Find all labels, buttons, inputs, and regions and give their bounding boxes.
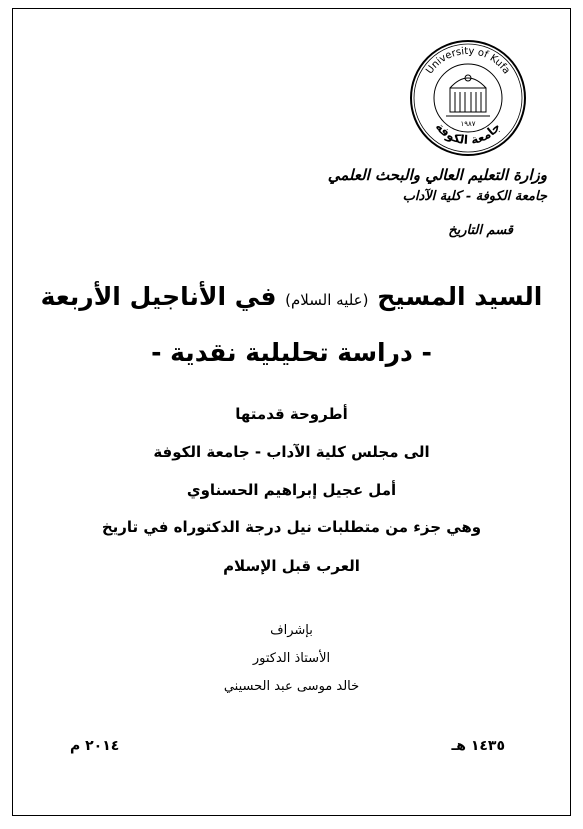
seal-text-ar: جامعة الكوفة xyxy=(432,119,504,148)
title-part1: السيد المسيح xyxy=(377,282,543,311)
department-name: قسم التاريخ xyxy=(448,223,513,238)
title-honorific: (عليه السلام) xyxy=(285,291,369,309)
ministry-name: وزارة التعليم العالي والبحث العلمي xyxy=(327,166,547,184)
hijri-date: ١٤٣٥ هـ xyxy=(451,738,505,754)
title-part2: في الأناجيل الأربعة xyxy=(40,282,277,311)
submission-statement: أطروحة قدمتها xyxy=(235,405,348,423)
thesis-title-line2: - دراسة تحليلية نقدية - xyxy=(151,338,432,367)
degree-field: العرب قبل الإسلام xyxy=(223,557,360,575)
seal-year: ١٩٨٧ xyxy=(460,120,476,128)
thesis-title-line1 xyxy=(0,282,583,311)
university-college: جامعة الكوفة - كلية الآداب xyxy=(402,189,547,204)
supervision-label: بإشراف xyxy=(270,623,313,638)
building-emblem-icon xyxy=(446,75,490,116)
supervisor-rank: الأستاذ الدكتور xyxy=(252,651,331,666)
university-seal-icon xyxy=(408,38,528,158)
author-name: أمل عجيل إبراهيم الحسناوي xyxy=(186,481,397,499)
degree-statement: وهي جزء من متطلبات نيل درجة الدكتوراه في تاريخ xyxy=(101,518,482,536)
seal-text-en: University of Kufa xyxy=(424,45,512,77)
supervisor-name: خالد موسى عبد الحسيني xyxy=(223,679,360,694)
submitted-to: الى مجلس كلية الآداب - جامعة الكوفة xyxy=(153,443,430,461)
gregorian-date: ٢٠١٤ م xyxy=(70,738,120,754)
